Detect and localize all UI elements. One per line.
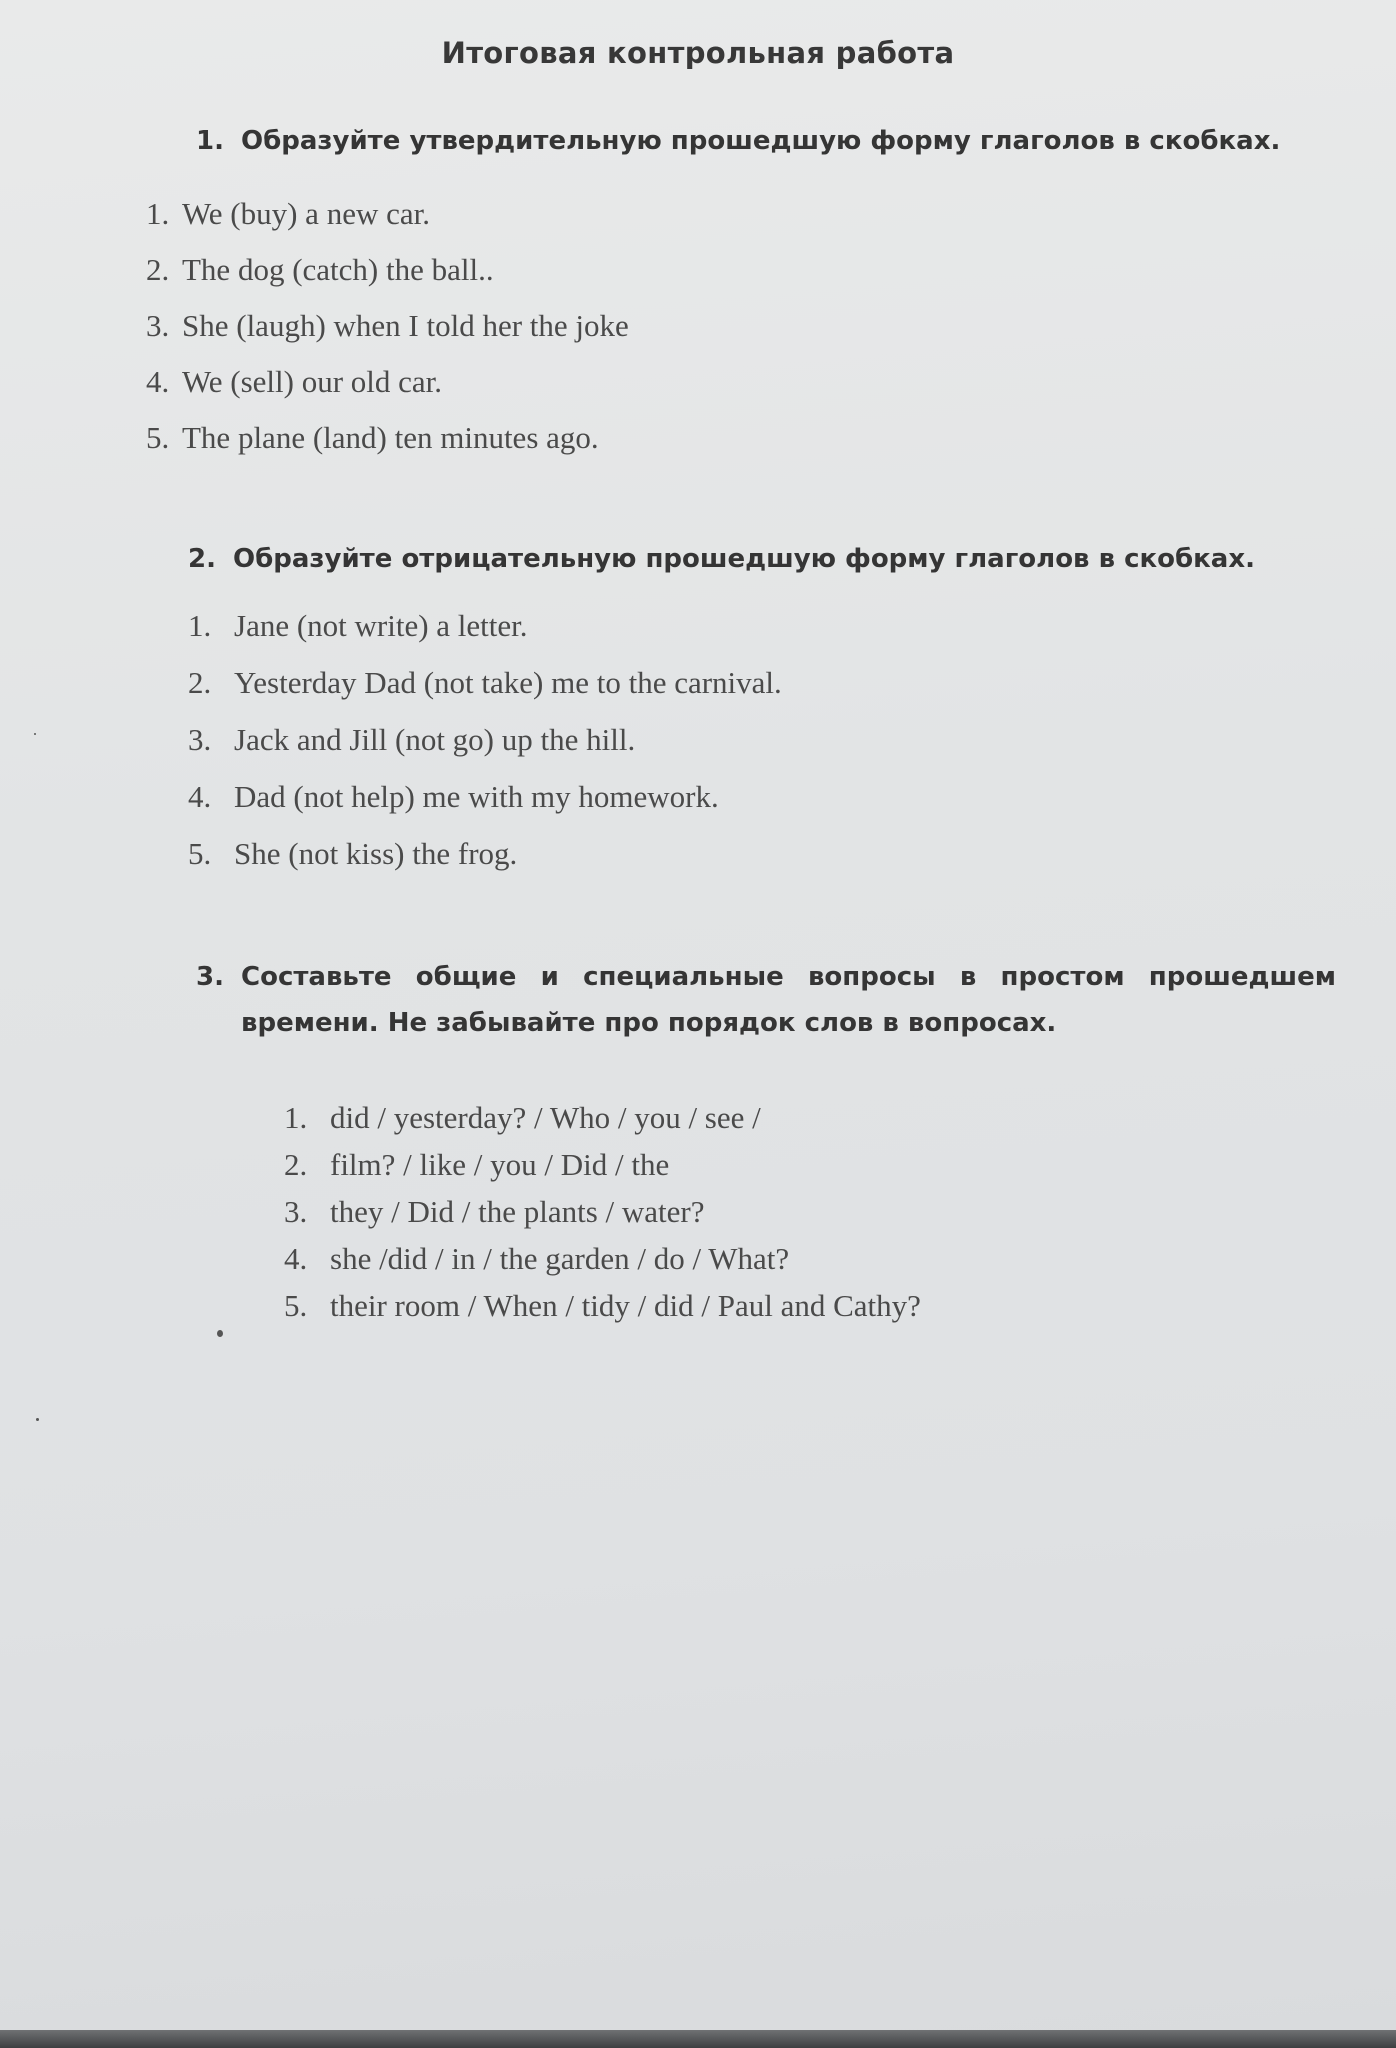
- table-edge: [0, 2030, 1396, 2048]
- paper-speck: [34, 733, 36, 735]
- item-text: Jack and Jill (not go) up the hill.: [234, 722, 636, 757]
- item-number: 5.: [146, 420, 170, 455]
- item-text: The dog (catch) the ball..: [182, 252, 494, 287]
- list-item: [188, 779, 782, 836]
- item-number: 1.: [188, 608, 212, 643]
- item-number: 4.: [146, 364, 170, 399]
- item-number: 2.: [284, 1147, 308, 1182]
- item-text: We (sell) our old car.: [182, 364, 443, 399]
- list-item: [284, 1241, 921, 1288]
- section-3-heading: [196, 954, 1336, 1046]
- section-1-number: 1.: [196, 126, 224, 156]
- item-number: 3.: [146, 308, 170, 343]
- section-3-list: [284, 1100, 921, 1335]
- section-2-heading-text: Образуйте отрицательную прошедшую форму глаголов в скобках.: [233, 544, 1255, 574]
- section-2-list: [188, 608, 782, 893]
- item-text: Dad (not help) me with my homework.: [234, 779, 719, 814]
- item-number: 3.: [284, 1194, 308, 1229]
- item-number: 2.: [188, 665, 212, 700]
- item-text: their room / When / tidy / did / Paul and Cathy?: [330, 1288, 921, 1323]
- item-text: Yesterday Dad (not take) me to the carnival.: [234, 665, 782, 700]
- paper-speck: [217, 1330, 223, 1337]
- item-text: did / yesterday? / Who / you / see /: [330, 1100, 761, 1135]
- list-item: [284, 1147, 921, 1194]
- section-2-heading: [188, 544, 1255, 574]
- item-number: 4.: [188, 779, 212, 814]
- section-1-list: [146, 196, 629, 476]
- item-text: She (not kiss) the frog.: [234, 836, 518, 871]
- section-1-heading: [196, 126, 1280, 156]
- list-item: [146, 196, 629, 252]
- list-item: [188, 665, 782, 722]
- item-number: 4.: [284, 1241, 308, 1276]
- item-number: 5.: [284, 1288, 308, 1323]
- list-item: [146, 364, 629, 420]
- item-number: 3.: [188, 722, 212, 757]
- item-number: 1.: [284, 1100, 308, 1135]
- section-2-number: 2.: [188, 544, 216, 574]
- item-text: film? / like / you / Did / the: [330, 1147, 670, 1182]
- list-item: [284, 1100, 921, 1147]
- page-title: Итоговая контрольная работа: [441, 36, 955, 70]
- list-item: [146, 308, 629, 364]
- section-1-heading-text: Образуйте утвердительную прошедшую форму глаголов в скобках.: [241, 126, 1281, 156]
- section-3-heading-text: Составьте общие и специальные вопросы в простом прошедшем времени. Не забывайте про порядок слов в вопросах.: [241, 962, 1336, 1038]
- item-number: 2.: [146, 252, 170, 287]
- list-item: [188, 836, 782, 893]
- item-text: She (laugh) when I told her the joke: [182, 308, 629, 343]
- item-text: they / Did / the plants / water?: [330, 1194, 705, 1229]
- paper-speck: [36, 1418, 39, 1421]
- list-item: [188, 722, 782, 779]
- list-item: [284, 1288, 921, 1335]
- list-item: [146, 420, 629, 476]
- item-text: We (buy) a new car.: [182, 196, 430, 231]
- item-number: 1.: [146, 196, 170, 231]
- section-3-number: 3.: [196, 962, 224, 992]
- item-number: 5.: [188, 836, 212, 871]
- list-item: [146, 252, 629, 308]
- list-item: [284, 1194, 921, 1241]
- list-item: [188, 608, 782, 665]
- item-text: she /did / in / the garden / do / What?: [330, 1241, 790, 1276]
- item-text: Jane (not write) a letter.: [234, 608, 528, 643]
- item-text: The plane (land) ten minutes ago.: [182, 420, 599, 455]
